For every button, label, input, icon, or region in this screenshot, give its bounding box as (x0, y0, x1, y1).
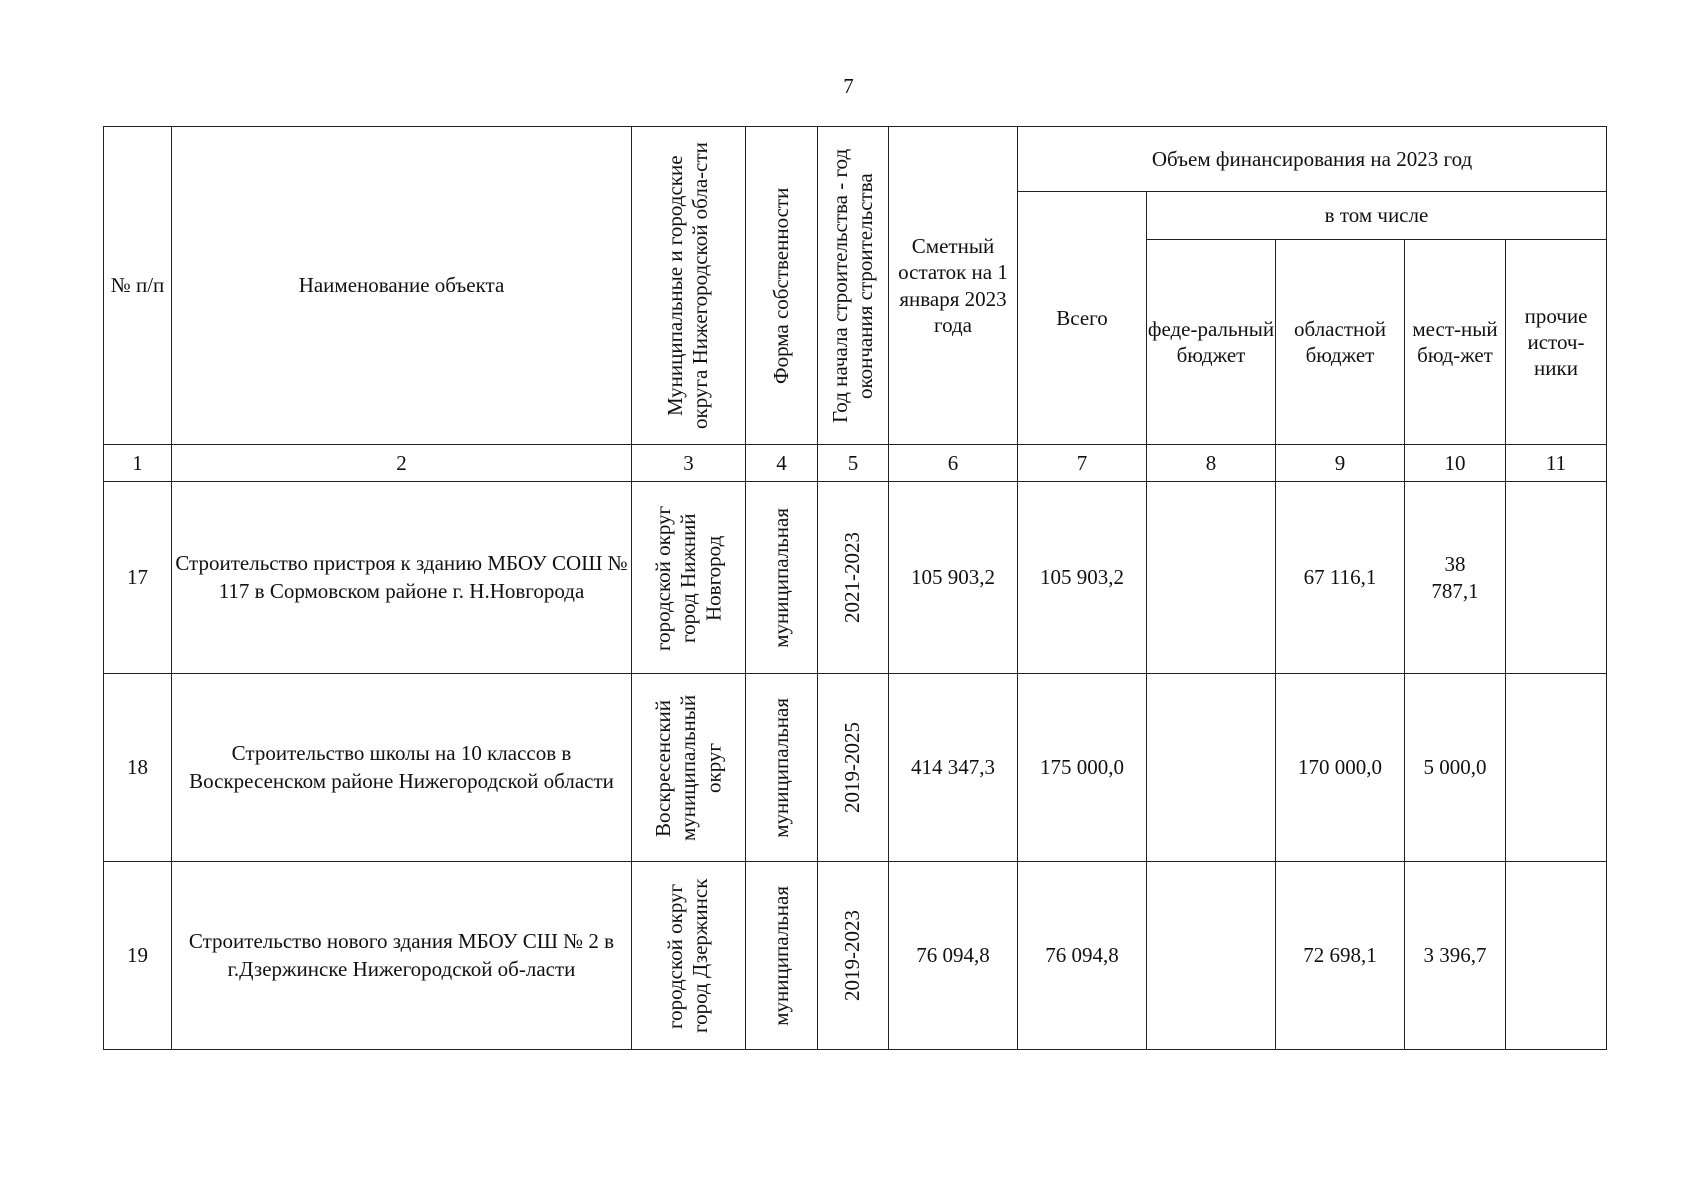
header-name: Наименование объекта (172, 127, 632, 445)
row-years (818, 482, 889, 674)
table-row (104, 674, 1607, 862)
colnum-7: 7 (1018, 445, 1147, 482)
header-regional: областной бюджет (1276, 240, 1405, 445)
row-local-text: 38 787,1 (1431, 552, 1479, 603)
colnum-2: 2 (172, 445, 632, 482)
row-years-text: 2019-2023 (840, 910, 865, 1001)
row-num: 18 (104, 674, 172, 862)
colnum-5: 5 (818, 445, 889, 482)
header-total: Всего (1018, 192, 1147, 445)
colnum-3: 3 (632, 445, 746, 482)
row-other (1506, 674, 1607, 862)
row-total: 175 000,0 (1018, 674, 1147, 862)
row-municipality (632, 862, 746, 1050)
colnum-10: 10 (1405, 445, 1506, 482)
colnum-9: 9 (1276, 445, 1405, 482)
table-row (104, 862, 1607, 1050)
header-years-text: Год начала строительства - год окончания строительства (827, 148, 877, 423)
row-years-text: 2019-2025 (840, 722, 865, 813)
colnum-4: 4 (746, 445, 818, 482)
column-number-row (104, 445, 1607, 482)
row-name: Строительство пристроя к зданию МБОУ СОШ № 117 в Сормовском районе г. Н.Новгорода (172, 482, 632, 674)
row-local (1405, 482, 1506, 674)
row-num: 19 (104, 862, 172, 1050)
row-estimate: 414 347,3 (889, 674, 1018, 862)
header-other: прочие источ-ники (1506, 240, 1607, 445)
header-estimate: Сметный остаток на 1 января 2023 года (889, 127, 1018, 445)
row-ownership (746, 482, 818, 674)
header-ownership (746, 127, 818, 445)
row-years (818, 862, 889, 1050)
row-name: Строительство нового здания МБОУ СШ № 2 в г.Дзержинске Нижегородской об-ласти (172, 862, 632, 1050)
row-num: 17 (104, 482, 172, 674)
row-ownership-text: муниципальная (768, 885, 793, 1026)
row-municipality-text: Воскресенский муниципальный округ (650, 694, 726, 841)
colnum-6: 6 (889, 445, 1018, 482)
row-years-text: 2021-2023 (840, 532, 865, 623)
row-municipality-text: городской округ город Дзержинск (663, 878, 713, 1033)
header-row-1 (104, 127, 1607, 192)
row-ownership-text: муниципальная (768, 507, 793, 648)
row-years (818, 674, 889, 862)
row-municipality (632, 674, 746, 862)
row-regional: 72 698,1 (1276, 862, 1405, 1050)
row-name: Строительство школы на 10 классов в Воскресенском районе Нижегородской области (172, 674, 632, 862)
row-other (1506, 862, 1607, 1050)
colnum-8: 8 (1147, 445, 1276, 482)
row-federal (1147, 862, 1276, 1050)
header-years (818, 127, 889, 445)
row-regional: 170 000,0 (1276, 674, 1405, 862)
colnum-11: 11 (1506, 445, 1607, 482)
row-regional: 67 116,1 (1276, 482, 1405, 674)
row-total: 76 094,8 (1018, 862, 1147, 1050)
header-including: в том числе (1147, 192, 1607, 240)
row-federal (1147, 674, 1276, 862)
row-other (1506, 482, 1607, 674)
row-ownership (746, 862, 818, 1050)
row-estimate: 76 094,8 (889, 862, 1018, 1050)
colnum-1: 1 (104, 445, 172, 482)
row-federal (1147, 482, 1276, 674)
header-ownership-text: Форма собственности (768, 187, 793, 384)
page-number: 7 (843, 74, 854, 98)
row-municipality (632, 482, 746, 674)
funding-table (103, 126, 1607, 1050)
row-total: 105 903,2 (1018, 482, 1147, 674)
row-local: 5 000,0 (1405, 674, 1506, 862)
row-ownership-text: муниципальная (768, 697, 793, 838)
header-num: № п/п (104, 127, 172, 445)
row-municipality-text: городской округ город Нижний Новгород (650, 504, 726, 651)
header-federal: феде-ральный бюджет (1147, 240, 1276, 445)
row-estimate: 105 903,2 (889, 482, 1018, 674)
header-municipality (632, 127, 746, 445)
header-municipality-text: Муниципальные и городские округа Нижегородской обла-сти (663, 142, 713, 429)
row-local: 3 396,7 (1405, 862, 1506, 1050)
row-ownership (746, 674, 818, 862)
table-row (104, 482, 1607, 674)
header-local: мест-ный бюд-жет (1405, 240, 1506, 445)
header-funding-group: Объем финансирования на 2023 год (1018, 127, 1607, 192)
